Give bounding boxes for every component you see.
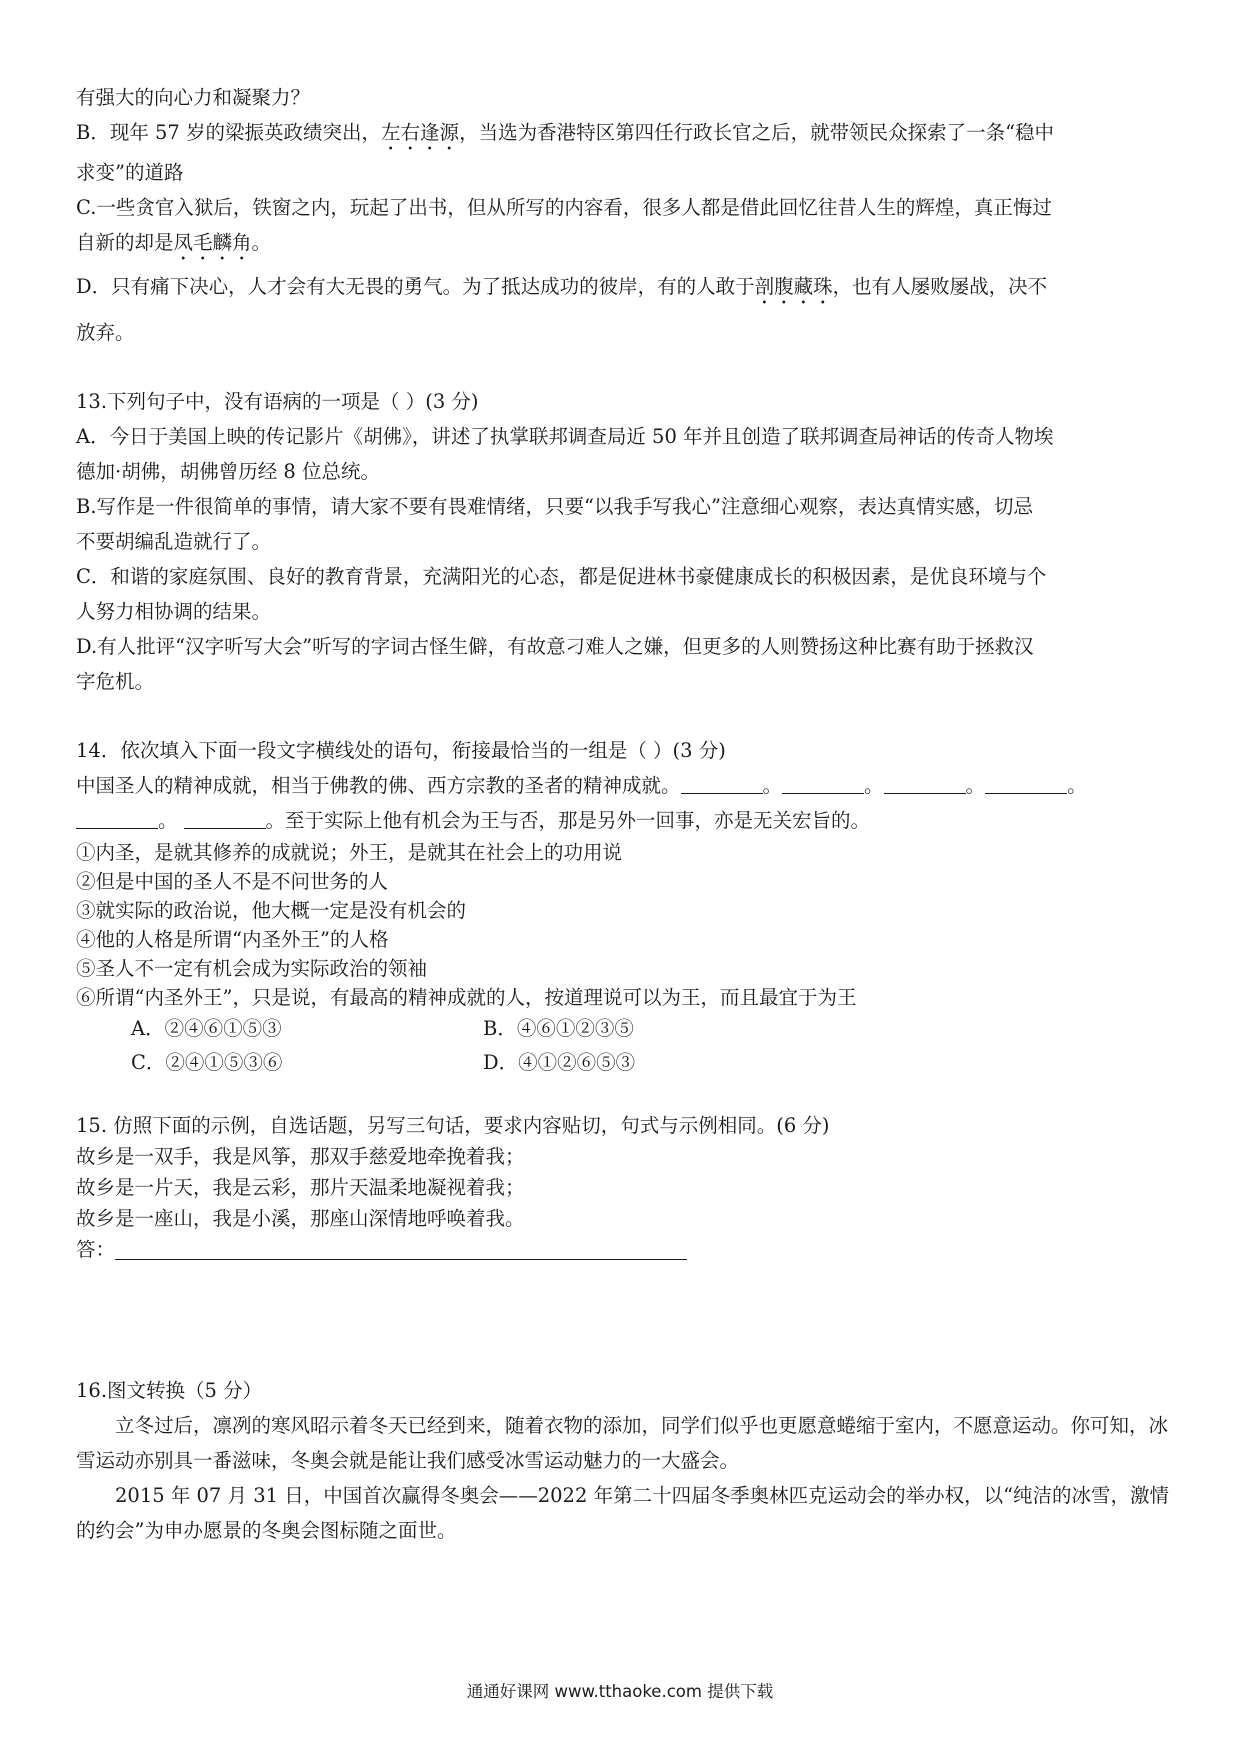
spacer bbox=[76, 1080, 1172, 1110]
q16-stem: 16.图文转换（5 分） bbox=[76, 1379, 263, 1402]
q12-d-emphasis: 剖腹藏珠 bbox=[754, 275, 833, 298]
q12-option-c-line2 bbox=[76, 225, 1172, 265]
q15-stem: 15. 仿照下面的示例，自选话题，另写三句话，要求内容贴切，句式与示例相同。(6 分) bbox=[76, 1114, 830, 1137]
question-14 bbox=[76, 733, 1172, 1080]
q12-d-text-post: ，也有人屡败屡战，决不 bbox=[832, 275, 1048, 298]
q15-example-3: 故乡是一座山，我是小溪，那座山深情地呼唤着我。 bbox=[76, 1207, 525, 1230]
q13-option-d-line1: D.有人批评“汉字听写大会”听写的字词古怪生僻，有故意刁难人之嫌，但更多的人则赞扬这种比赛有助于拯救汉 bbox=[76, 635, 1034, 658]
q14-option-c[interactable]: C．②④①⑤③⑥ bbox=[131, 1051, 283, 1074]
q14-passage-line2 bbox=[76, 803, 1172, 838]
q14-item-4: ④他的人格是所谓“内圣外王”的人格 bbox=[76, 928, 389, 951]
document-page bbox=[76, 80, 1172, 1548]
spacer bbox=[76, 699, 1172, 733]
q13-option-c-line1: C．和谐的家庭氛围、良好的教育背景，充满阳光的心态，都是促进林书豪健康成长的积极因素，是优良环境与个 bbox=[76, 565, 1047, 588]
q14-stem: 14．依次填入下面一段文字横线处的语句，衔接最恰当的一组是（ ）(3 分) bbox=[76, 739, 726, 762]
q13-option-a-line1: A．今日于美国上映的传记影片《胡佛》，讲述了执掌联邦调查局近 50 年并且创造了联邦调查局神话的传奇人物埃 bbox=[76, 425, 1054, 448]
spacer bbox=[76, 1265, 1172, 1373]
fill-blank-1[interactable] bbox=[681, 773, 763, 794]
q12-option-d-line2: 放弃。 bbox=[76, 321, 135, 344]
question-15 bbox=[76, 1110, 1172, 1265]
punct: 。 bbox=[158, 809, 178, 832]
question-16 bbox=[76, 1373, 1172, 1548]
q14-option-b[interactable]: B．④⑥①②③⑤ bbox=[483, 1017, 634, 1040]
q15-example-1: 故乡是一双手，我是风筝，那双手慈爱地牵挽着我； bbox=[76, 1145, 525, 1168]
q14-item-2: ②但是中国的圣人不是不问世务的人 bbox=[76, 870, 389, 893]
q12-option-d-line1 bbox=[76, 269, 1172, 309]
punct: 。 bbox=[762, 774, 783, 797]
q12-option-b-line1 bbox=[76, 115, 1172, 155]
q12-b-text: B．现年 57 岁的梁振英政绩突出， bbox=[76, 121, 382, 144]
q14-passage-text: 至于实际上他有机会为王与否，那是另外一回事，亦是无关宏旨的。 bbox=[285, 809, 871, 832]
q12-b-emphasis: 左右逢源 bbox=[381, 121, 460, 144]
fill-blank-5[interactable] bbox=[76, 808, 158, 829]
fill-blank-4[interactable] bbox=[985, 773, 1067, 794]
question-12 bbox=[76, 80, 1172, 350]
q13-option-a-line2: 德加·胡佛，胡佛曾历经 8 位总统。 bbox=[76, 460, 381, 483]
fill-blank-6[interactable] bbox=[184, 808, 266, 829]
q14-passage-line1 bbox=[76, 768, 1172, 803]
q14-option-d[interactable]: D．④①②⑥⑤③ bbox=[483, 1051, 636, 1074]
q13-option-c-line2: 人努力相协调的结果。 bbox=[76, 600, 272, 623]
q12-intro-line: 有强大的向心力和凝聚力？ bbox=[76, 86, 311, 109]
q13-option-b-line1: B.写作是一件很简单的事情，请大家不要有畏难情绪，只要“以我手写我心”注意细心观察，表达真情实感，切忌 bbox=[76, 495, 1033, 518]
q14-item-6: ⑥所谓“内圣外王”，只是说，有最高的精神成就的人，按道理说可以为王，而且最宜于为王 bbox=[76, 986, 857, 1009]
punct: 。 bbox=[864, 774, 884, 797]
fill-blank-2[interactable] bbox=[782, 773, 864, 794]
fill-blank-3[interactable] bbox=[884, 773, 966, 794]
q14-options-row-2 bbox=[76, 1046, 1172, 1080]
answer-label: 答： bbox=[76, 1238, 116, 1261]
q15-answer-row bbox=[76, 1234, 1172, 1265]
q14-passage-text: 中国圣人的精神成就，相当于佛教的佛、西方宗教的圣者的精神成就。 bbox=[76, 774, 681, 797]
q12-c-emphasis: 凤毛麟角 bbox=[173, 231, 252, 254]
question-13 bbox=[76, 384, 1172, 699]
q13-stem: 13.下列句子中，没有语病的一项是（ ）(3 分) bbox=[76, 390, 479, 413]
q15-example-2: 故乡是一片天，我是云彩，那片天温柔地凝视着我； bbox=[76, 1176, 525, 1199]
spacer bbox=[76, 350, 1172, 384]
q12-option-b-line2: 求变”的道路 bbox=[76, 161, 184, 184]
punct: 。 bbox=[1067, 774, 1087, 797]
q14-options-row-1 bbox=[76, 1012, 1172, 1046]
q16-paragraph-2: 2015 年 07 月 31 日，中国首次赢得冬奥会——2022 年第二十四届冬季奥林匹克运动会的举办权，以“纯洁的冰雪，激情的约会”为申办愿景的冬奥会图标随之面世。 bbox=[76, 1484, 1170, 1542]
q12-b-text-post: ，当选为香港特区第四任行政长官之后，就带领民众探索了一条“稳中 bbox=[459, 121, 1055, 144]
page-footer: 通通好课网 www.tthaoke.com 提供下载 bbox=[466, 1682, 774, 1701]
q14-item-1: ①内圣，是就其修养的成就说；外王，是就其在社会上的功用说 bbox=[76, 841, 623, 864]
q13-option-b-line2: 不要胡编乱造就行了。 bbox=[76, 530, 272, 553]
answer-input-line[interactable] bbox=[115, 1238, 687, 1260]
q14-item-3: ③就实际的政治说，他大概一定是没有机会的 bbox=[76, 899, 467, 922]
punct: 。 bbox=[965, 774, 986, 797]
q12-c-text-post: 。 bbox=[251, 231, 272, 254]
q12-d-text: D．只有痛下决心，人才会有大无畏的勇气。为了抵达成功的彼岸，有的人敢于 bbox=[76, 275, 755, 298]
q14-item-5: ⑤圣人不一定有机会成为实际政治的领袖 bbox=[76, 957, 428, 980]
q12-option-c-line1: C.一些贪官入狱后，铁窗之内，玩起了出书，但从所写的内容看，很多人都是借此回忆往昔人生的辉煌，真正悔过 bbox=[76, 196, 1052, 219]
q14-option-a[interactable]: A．②④⑥①⑤③ bbox=[131, 1017, 282, 1040]
q13-option-d-line2: 字危机。 bbox=[76, 670, 155, 693]
q16-paragraph-1: 立冬过后，凛冽的寒风昭示着冬天已经到来，随着衣物的添加，同学们似乎也更愿意蜷缩于室内，不愿意运动。你可知，冰雪运动亦别具一番滋味，冬奥会就是能让我们感受冰雪运动魅力的一大盛会。 bbox=[76, 1414, 1169, 1472]
q12-c-text: 自新的却是 bbox=[76, 231, 174, 254]
punct: 。 bbox=[265, 809, 286, 832]
